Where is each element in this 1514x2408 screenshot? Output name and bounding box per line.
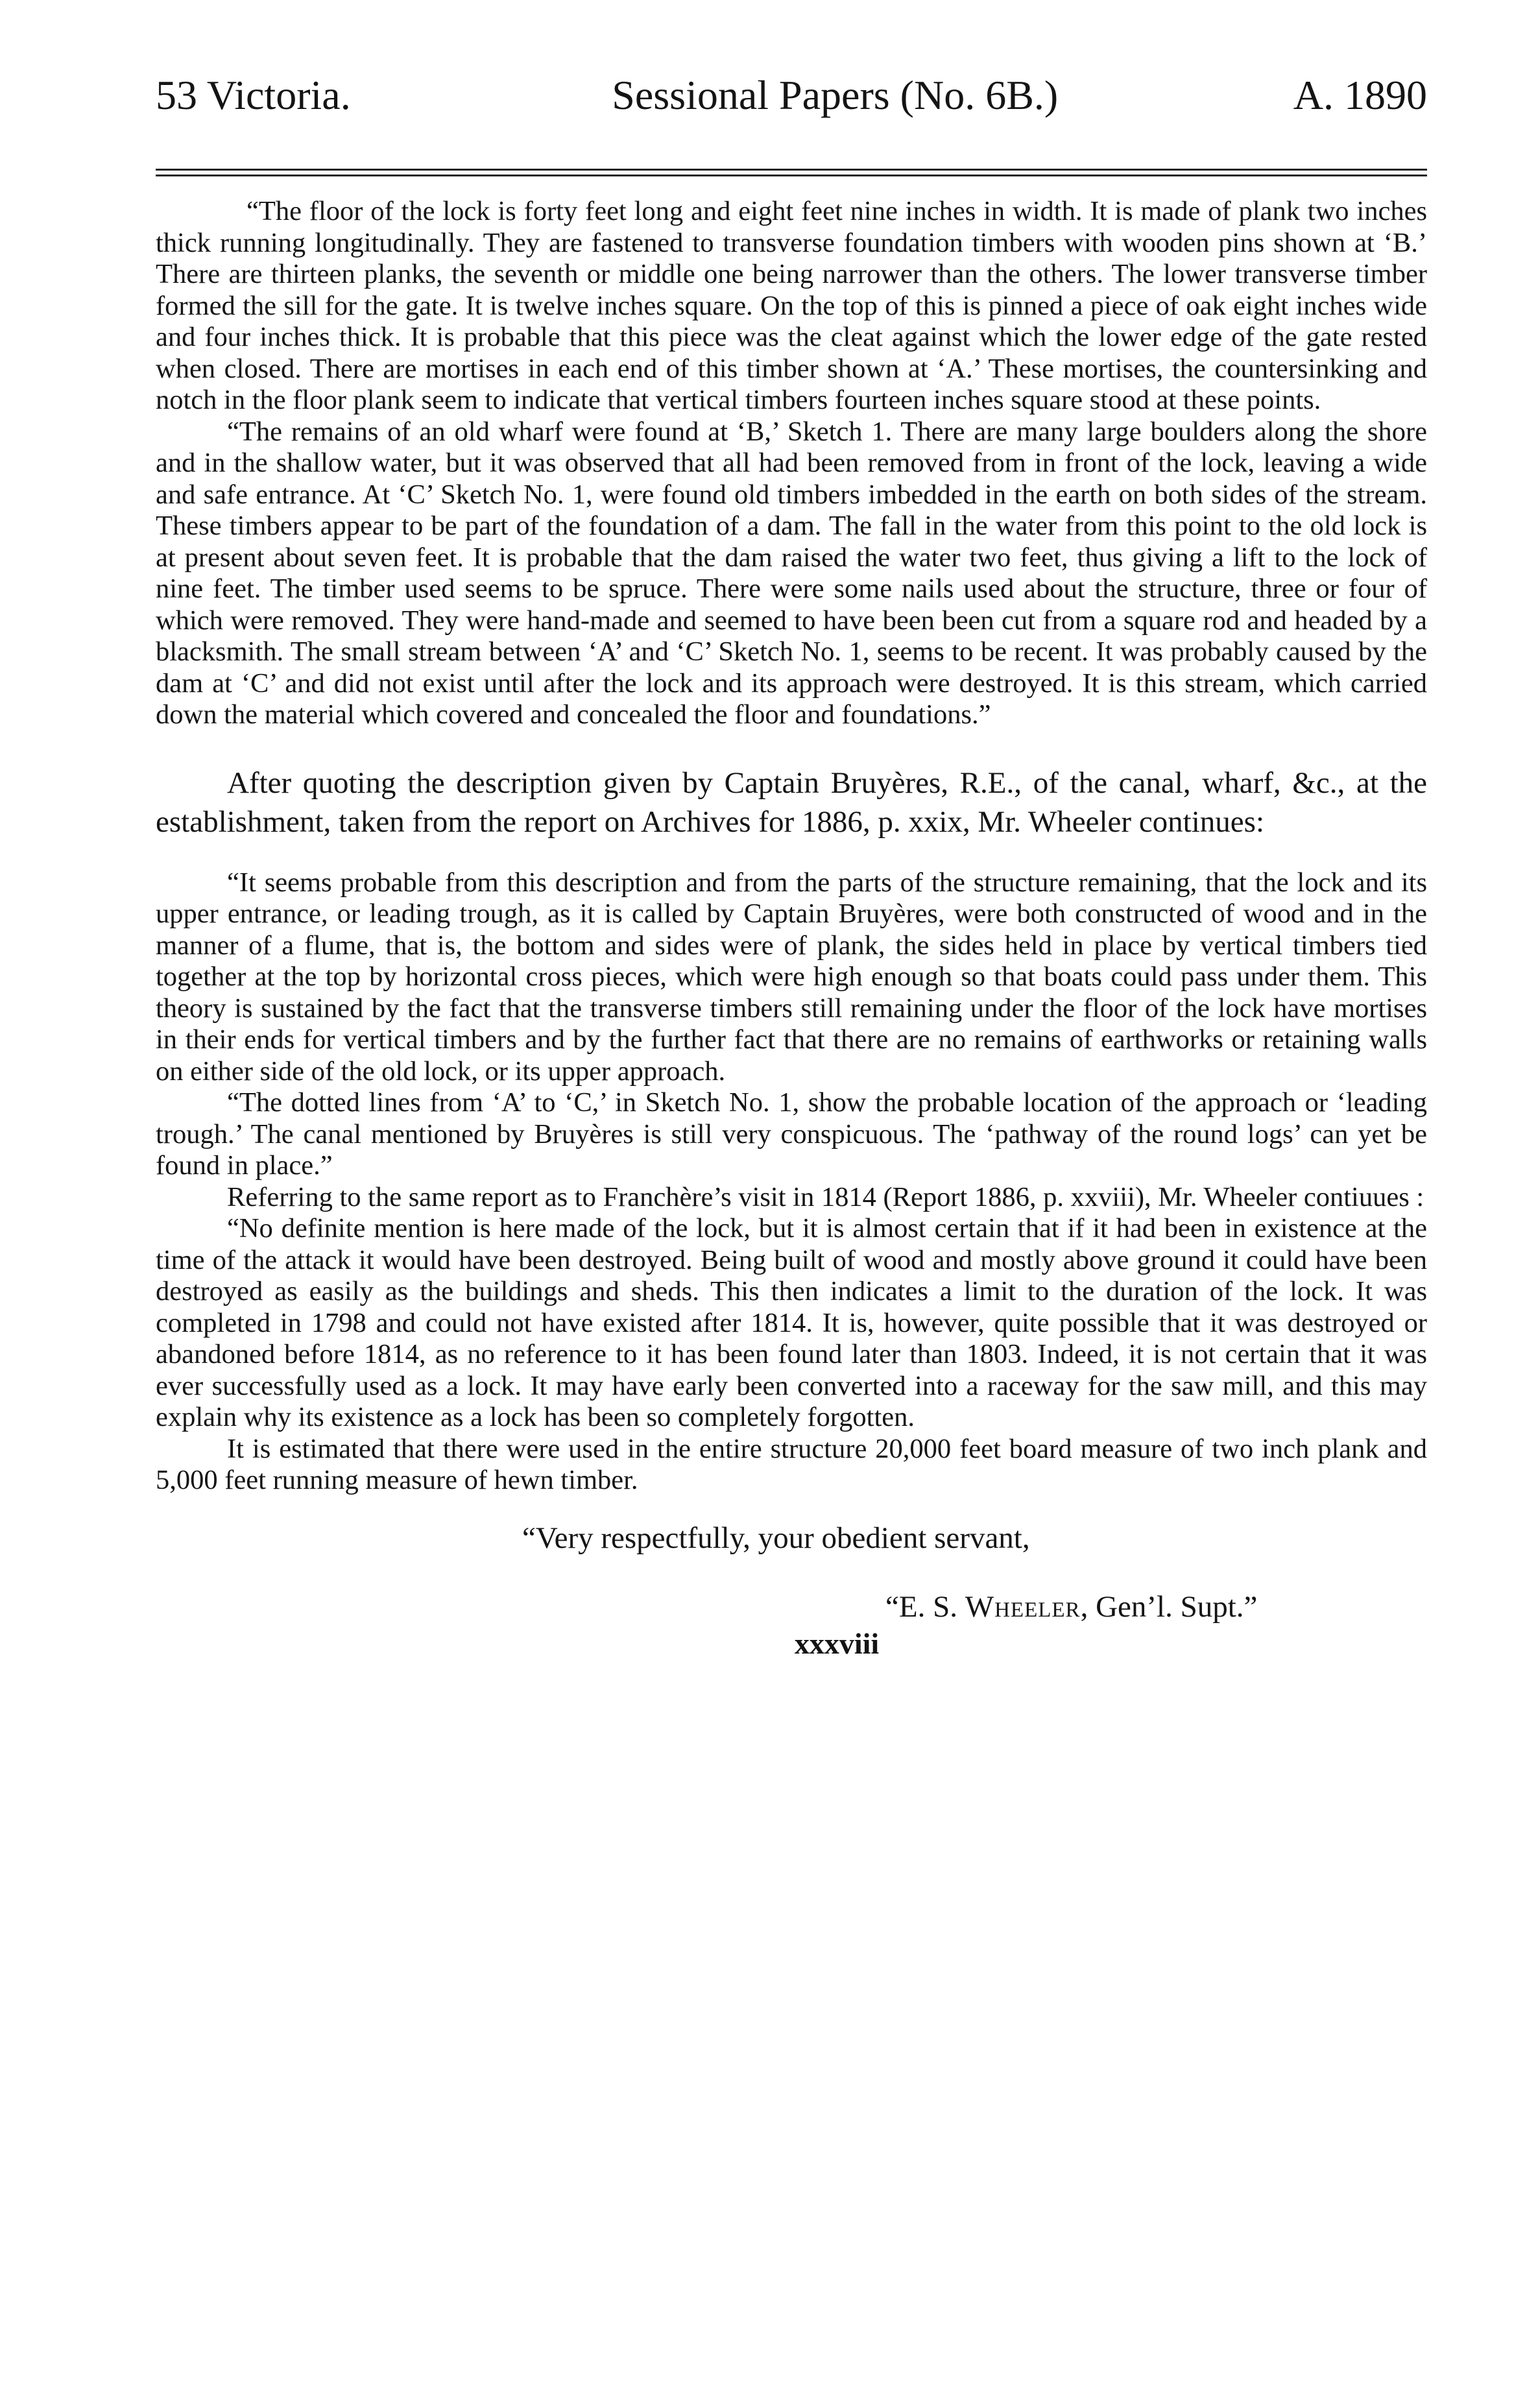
header-double-rule xyxy=(156,169,1427,176)
signature-title: , Gen’l. Supt.” xyxy=(1080,1589,1258,1624)
header-title xyxy=(612,71,1058,119)
paragraph-bruyeres-quote: After quoting the description given by Captain Bruyères, R.E., of the canal, wharf, &c., at the establishment, taken from the report on Archives for 1886, p. xxix, Mr. Wheeler continues: xyxy=(156,765,1427,839)
paragraph-wharf-remains: “The remains of an old wharf were found at ‘B,’ Sketch 1. There are many large boulders along the shore and in the shallow water, but it was observed that all had been removed from in front of the lock, leaving a wide and safe entrance. At ‘C’ Sketch No. 1, were found old timbers imbedded in the earth on both sides of the stream. These timbers appear to be part of the foundation of a dam. The fall in the water from this point to the old lock is at present about seven feet. It is probable that the dam raised the water two feet, thus giving a lift to the lock of nine feet. The timber used seems to be spruce. There were some nails used about the structure, three or four of which were removed. They were hand-made and seemed to have been been cut from a square rod and headed by a blacksmith. The small stream between ‘A’ and ‘C’ Sketch No. 1, seems to be recent. It was probably caused by the dam at ‘C’ and did not exist until after the lock and its approach were destroyed. It is this stream, which carried down the material which covered and concealed the floor and foundations.” xyxy=(156,416,1427,730)
paragraph-franchere-visit: Referring to the same report as to Franchère’s visit in 1814 (Report 1886, p. xxviii), Mr. Wheeler contiuues : xyxy=(227,1181,1424,1212)
header-title-main: Sessional Papers (No. 6 xyxy=(612,72,1007,118)
running-header xyxy=(156,71,1427,143)
letter-closing: “Very respectfully, your obedient servant, xyxy=(522,1521,1030,1555)
paragraph-lock-duration: “No definite mention is here made of the lock, but it is almost certain that if it had been in existence at the time of the attack it would have been destroyed. Being built of wood and mostly above ground it could have been destroyed as easily as the buildings and sheds. This then indicates a limit to the duration of the lock. It was completed in 1798 and could not have existed after 1814. It is, however, quite possible that it was destroyed or abandoned before 1814, as no reference to it has been found later than 1803. Indeed, it is not certain that it was ever successfully used as a lock. It may have early been converted into a raceway for the saw mill, and this may explain why its existence as a lock has been so completely forgotten. xyxy=(156,1213,1427,1432)
page-number: xxxviii xyxy=(794,1626,880,1660)
paragraph-flume-theory: “It seems probable from this description and from the parts of the structure remaining, that the lock and its upper entrance, or leading trough, as it is called by Captain Bruyères, were both constructed of wood and in the manner of a flume, that is, the bottom and sides were of plank, the sides held in place by vertical timbers tied together at the top by horizontal cross pieces, which were high enough so that boats could pass under them. This theory is sustained by the fact that the transverse timbers still remaining under the floor of the lock have mortises in their ends for vertical timbers and by the further fact that there are no remains of earthworks or retaining walls on either side of the old lock, or its upper approach. xyxy=(156,867,1427,1087)
signature-surname: Wheeler xyxy=(965,1589,1081,1624)
page-content xyxy=(156,71,1427,1661)
paragraph-lock-floor: “The floor of the lock is forty feet long and eight feet nine inches in width. It is made of plank two inches thick running longitudinally. They are fastened to transverse foundation timbers with wooden pins shown at ‘B.’ There are thirteen planks, the seventh or middle one being narrower than the others. The lower transverse timber formed the sill for the gate. It is twelve inches square. On the top of this is pinned a piece of oak eight inches wide and four inches thick. It is probable that this piece was the cleat against which the lower edge of the gate rested when closed. There are mortises in each end of this timber shown at ‘A.’ These mortises, the countersinking and notch in the floor plank seem to indicate that vertical timbers fourteen inches square stood at these points. xyxy=(156,196,1427,415)
paragraph-dotted-lines: “The dotted lines from ‘A’ to ‘C,’ in Sketch No. 1, show the probable location of the approach or ‘leading trough.’ The canal mentioned by Bruyères is still very conspicuous. The ‘pathway of the round logs’ can yet be found in place.” xyxy=(156,1087,1427,1181)
paragraph-timber-estimate: It is estimated that there were used in the entire structure 20,000 feet board measure of two inch plank and 5,000 feet running measure of hewn timber. xyxy=(156,1433,1427,1495)
signature-initials: “E. S. xyxy=(885,1589,965,1624)
header-title-suffix: B.) xyxy=(1006,72,1059,118)
header-year: A. 1890 xyxy=(1293,72,1427,118)
header-session: 53 Victoria. xyxy=(156,72,351,118)
letter-signature xyxy=(156,1587,1427,1626)
